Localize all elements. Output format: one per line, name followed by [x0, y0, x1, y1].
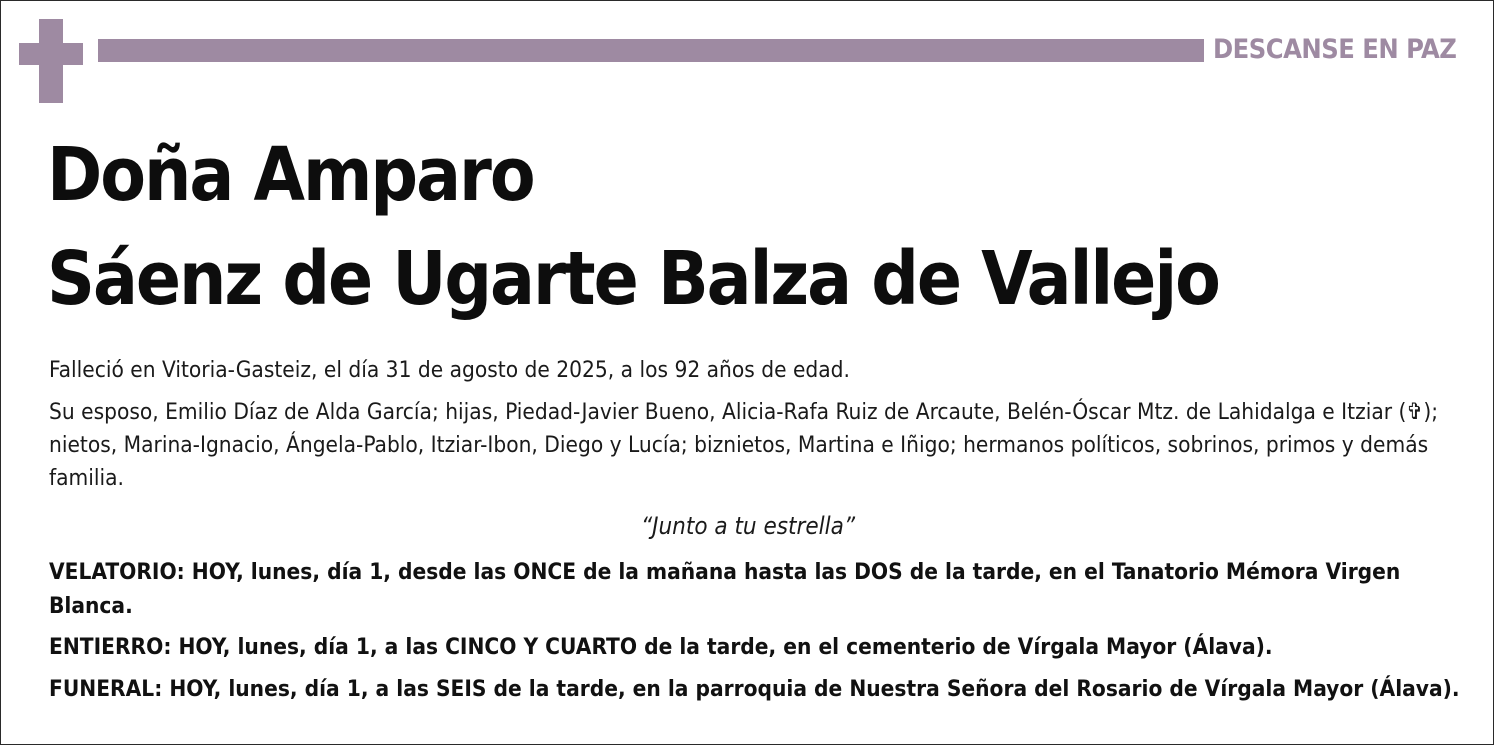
header-rule — [98, 39, 1204, 62]
header-tag: DESCANSE EN PAZ — [1213, 34, 1457, 65]
entierro-notice: ENTIERRO: HOY, lunes, día 1, a las CINCO Y CUARTO de la tarde, en el cementerio de Vírgala Mayor (Álava). — [49, 634, 1273, 660]
deceased-name-line2: Sáenz de Ugarte Balza de Vallejo — [47, 236, 1219, 322]
deceased-name-line1: Doña Amparo — [47, 132, 534, 218]
velatorio-notice: VELATORIO: HOY, lunes, día 1, desde las ONCE de la mañana hasta las DOS de la tarde, en el Tanatorio Mémora Virgen Blanca. — [49, 559, 1401, 619]
cross-horizontal-bar — [19, 43, 83, 65]
funeral-notice: FUNERAL: HOY, lunes, día 1, a las SEIS de la tarde, en la parroquia de Nuestra Señora del Rosario de Vírgala Mayor (Álava). — [49, 676, 1460, 702]
family-list: Su esposo, Emilio Díaz de Alda García; hijas, Piedad-Javier Bueno, Alicia-Rafa Ruiz de Arcaute, Belén-Óscar Mtz. de Lahidalga e Itziar (✞); nietos, Marina-Ignacio, Ángela-Pablo, Itziar-Ibon, Diego y Lucía; biznietos, Martina e Iñigo; hermanos políticos, sobrinos, primos y demás familia. — [49, 399, 1439, 491]
cross-icon — [19, 19, 83, 103]
memorial-quote: “Junto a tu estrella” — [640, 512, 856, 540]
deceased-name — [47, 123, 1219, 331]
death-notice: Falleció en Vitoria-Gasteiz, el día 31 de agosto de 2025, a los 92 años de edad. — [49, 357, 850, 383]
